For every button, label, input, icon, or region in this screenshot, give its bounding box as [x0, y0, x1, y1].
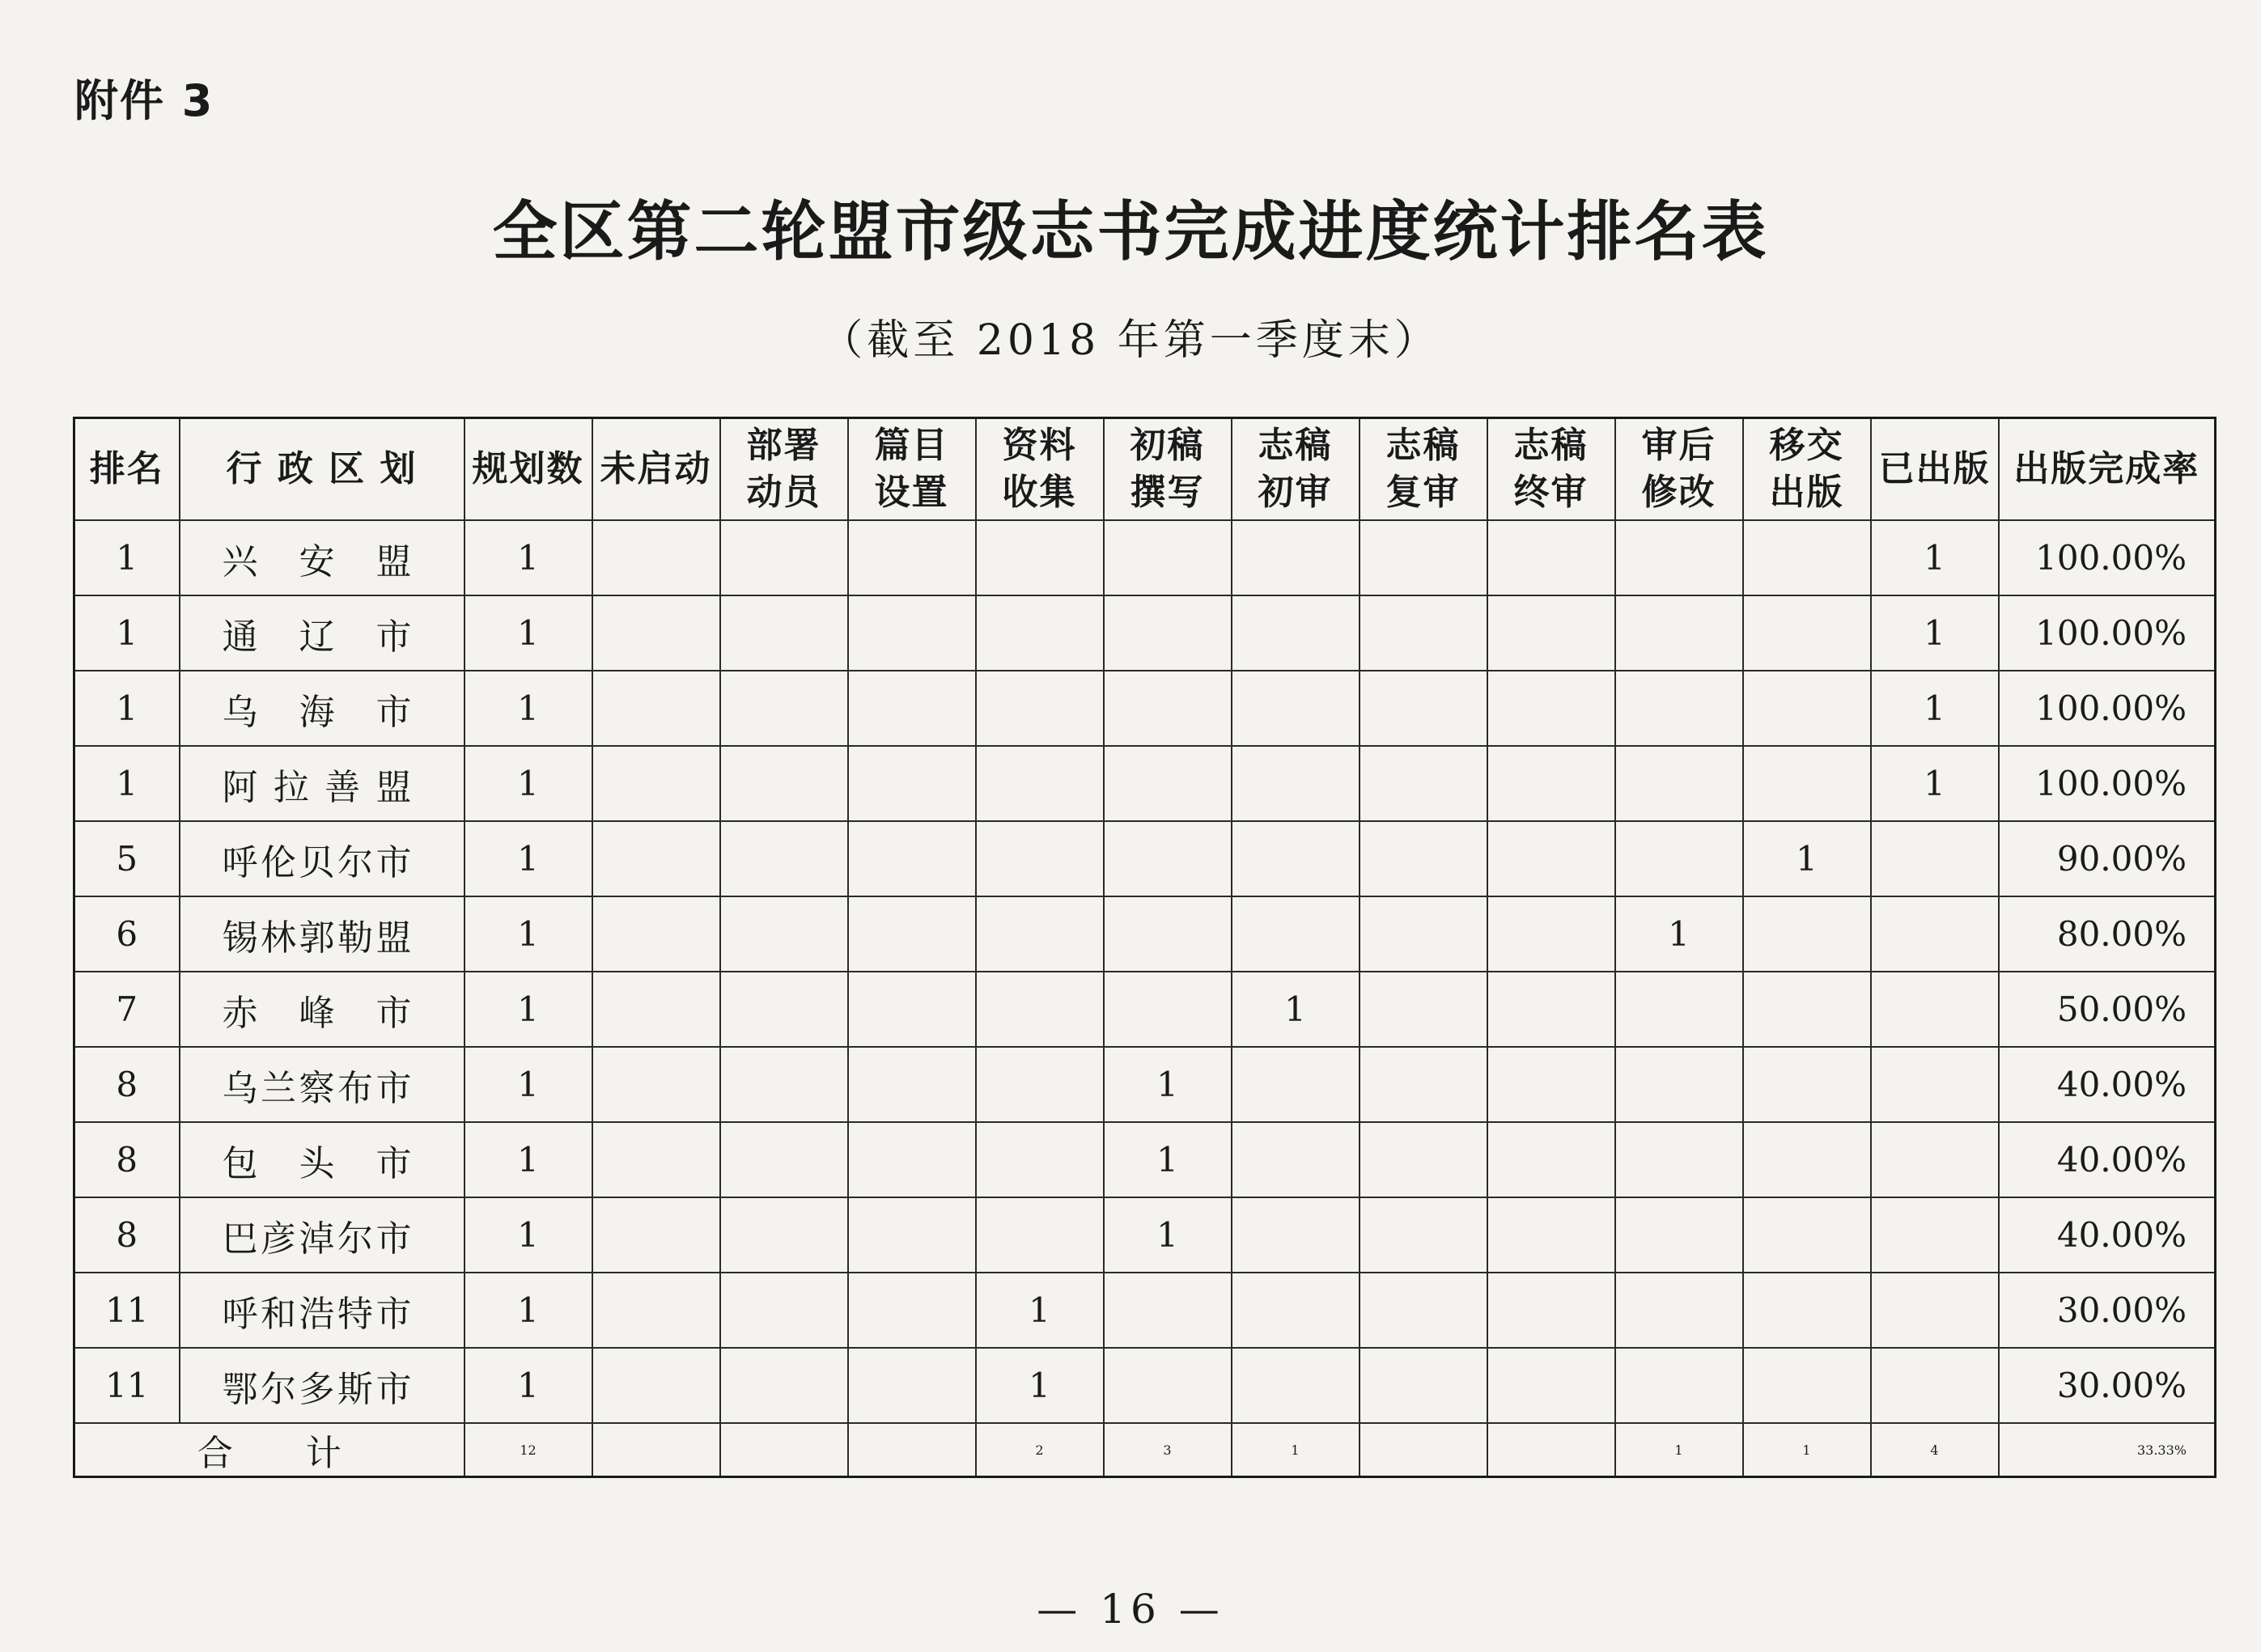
count-cell: 1 [465, 1197, 592, 1273]
rate-cell: 100.00% [1999, 595, 2216, 671]
count-cell [1104, 746, 1232, 821]
count-cell [1232, 896, 1360, 972]
count-cell: 1 [1104, 1122, 1232, 1197]
region-cell: 包头市 [180, 1122, 465, 1197]
count-cell [1487, 972, 1615, 1047]
count-cell: 1 [465, 821, 592, 896]
count-cell: 1 [1871, 746, 1999, 821]
count-cell [1487, 896, 1615, 972]
count-cell [1615, 821, 1743, 896]
count-cell [1360, 1348, 1487, 1423]
total-cell: 1 [1232, 1423, 1360, 1477]
header-outline: 篇目 设置 [848, 418, 976, 521]
count-cell: 1 [465, 595, 592, 671]
total-cell: 12 [465, 1423, 592, 1477]
count-cell [1487, 746, 1615, 821]
count-cell [976, 821, 1104, 896]
count-cell [592, 1273, 720, 1348]
rank-cell: 1 [74, 746, 180, 821]
count-cell: 1 [1232, 972, 1360, 1047]
count-cell [1232, 1047, 1360, 1122]
count-cell [592, 972, 720, 1047]
count-cell [1487, 1197, 1615, 1273]
rank-cell: 1 [74, 595, 180, 671]
region-cell: 呼和浩特市 [180, 1273, 465, 1348]
count-cell: 1 [1615, 896, 1743, 972]
count-cell [1360, 821, 1487, 896]
count-cell [1743, 972, 1871, 1047]
rank-cell: 5 [74, 821, 180, 896]
rate-cell: 100.00% [1999, 520, 2216, 595]
count-cell [1615, 746, 1743, 821]
count-cell [848, 1197, 976, 1273]
table-total-row [74, 1423, 2216, 1477]
count-cell [1487, 595, 1615, 671]
count-cell [1871, 1273, 1999, 1348]
count-cell [592, 1348, 720, 1423]
count-cell: 1 [976, 1273, 1104, 1348]
count-cell [720, 1348, 848, 1423]
table-row [74, 746, 2216, 821]
count-cell [1104, 1348, 1232, 1423]
count-cell: 1 [1104, 1047, 1232, 1122]
count-cell [1615, 671, 1743, 746]
count-cell [1487, 1273, 1615, 1348]
count-cell [1487, 1122, 1615, 1197]
count-cell [976, 520, 1104, 595]
count-cell [1360, 1273, 1487, 1348]
table-row [74, 1273, 2216, 1348]
count-cell [976, 1197, 1104, 1273]
rank-cell: 1 [74, 671, 180, 746]
rate-cell: 90.00% [1999, 821, 2216, 896]
count-cell [1743, 896, 1871, 972]
count-cell [720, 520, 848, 595]
count-cell [1487, 671, 1615, 746]
total-cell [592, 1423, 720, 1477]
count-cell [1232, 821, 1360, 896]
count-cell [1871, 972, 1999, 1047]
count-cell [1871, 896, 1999, 972]
count-cell [1360, 671, 1487, 746]
rank-cell: 8 [74, 1047, 180, 1122]
table-row [74, 1348, 2216, 1423]
count-cell [1232, 595, 1360, 671]
count-cell: 1 [465, 896, 592, 972]
count-cell [848, 821, 976, 896]
header-final-review: 志稿 终审 [1487, 418, 1615, 521]
count-cell [1743, 746, 1871, 821]
count-cell [1360, 746, 1487, 821]
count-cell [976, 746, 1104, 821]
count-cell [1743, 1273, 1871, 1348]
count-cell [1743, 1122, 1871, 1197]
count-cell [976, 595, 1104, 671]
header-published: 已出版 [1871, 418, 1999, 521]
count-cell [1871, 821, 1999, 896]
count-cell [592, 1122, 720, 1197]
region-cell: 巴彦淖尔市 [180, 1197, 465, 1273]
region-cell: 鄂尔多斯市 [180, 1348, 465, 1423]
rank-cell: 11 [74, 1348, 180, 1423]
total-cell [1487, 1423, 1615, 1477]
count-cell [848, 896, 976, 972]
count-cell [720, 1197, 848, 1273]
count-cell: 1 [465, 1348, 592, 1423]
count-cell [1615, 1047, 1743, 1122]
count-cell [720, 1047, 848, 1122]
count-cell: 1 [1104, 1197, 1232, 1273]
count-cell [976, 896, 1104, 972]
count-cell [1360, 1197, 1487, 1273]
page-number: — 16 — [1037, 1586, 1224, 1633]
count-cell [1360, 595, 1487, 671]
count-cell [1360, 1122, 1487, 1197]
count-cell [848, 1273, 976, 1348]
count-cell [1871, 1122, 1999, 1197]
header-completion-rate: 出版完成率 [1999, 418, 2216, 521]
count-cell [976, 1122, 1104, 1197]
count-cell [848, 1122, 976, 1197]
count-cell [976, 972, 1104, 1047]
header-revision: 审后 修改 [1615, 418, 1743, 521]
count-cell [720, 1122, 848, 1197]
count-cell [1615, 595, 1743, 671]
count-cell [848, 1348, 976, 1423]
count-cell [720, 671, 848, 746]
count-cell: 1 [1871, 671, 1999, 746]
count-cell [1232, 1348, 1360, 1423]
count-cell [848, 520, 976, 595]
count-cell: 1 [465, 1047, 592, 1122]
count-cell [1871, 1047, 1999, 1122]
total-label: 合计 [74, 1423, 465, 1477]
count-cell: 1 [1871, 520, 1999, 595]
count-cell [848, 595, 976, 671]
document-subtitle: （截至 2018 年第一季度末） [821, 316, 1440, 365]
count-cell [592, 671, 720, 746]
table-row [74, 671, 2216, 746]
header-collect: 资料 收集 [976, 418, 1104, 521]
rate-cell: 30.00% [1999, 1348, 2216, 1423]
count-cell [592, 520, 720, 595]
region-cell: 阿拉善盟 [180, 746, 465, 821]
attachment-label: 附件 3 [74, 75, 214, 126]
count-cell [1232, 520, 1360, 595]
count-cell [720, 896, 848, 972]
count-cell [720, 821, 848, 896]
table-row [74, 896, 2216, 972]
rate-cell: 40.00% [1999, 1197, 2216, 1273]
count-cell [1743, 595, 1871, 671]
count-cell [1615, 520, 1743, 595]
count-cell [848, 972, 976, 1047]
count-cell [1615, 1197, 1743, 1273]
table-row [74, 1122, 2216, 1197]
total-rate: 33.33% [1999, 1423, 2216, 1477]
count-cell [976, 1047, 1104, 1122]
count-cell [1743, 1197, 1871, 1273]
region-cell: 兴安盟 [180, 520, 465, 595]
rate-cell: 50.00% [1999, 972, 2216, 1047]
region-cell: 通辽市 [180, 595, 465, 671]
count-cell [1487, 1047, 1615, 1122]
count-cell [848, 671, 976, 746]
count-cell [1104, 1273, 1232, 1348]
count-cell [1104, 821, 1232, 896]
count-cell [1104, 595, 1232, 671]
table-row [74, 821, 2216, 896]
total-cell [720, 1423, 848, 1477]
count-cell [592, 1197, 720, 1273]
count-cell [592, 595, 720, 671]
table-header-row [74, 418, 2216, 521]
count-cell [720, 1273, 848, 1348]
rank-cell: 6 [74, 896, 180, 972]
region-cell: 呼伦贝尔市 [180, 821, 465, 896]
rank-cell: 8 [74, 1197, 180, 1273]
region-cell: 乌兰察布市 [180, 1047, 465, 1122]
header-rank: 排名 [74, 418, 180, 521]
count-cell: 1 [1871, 595, 1999, 671]
count-cell: 1 [976, 1348, 1104, 1423]
table-row [74, 520, 2216, 595]
count-cell [1615, 1273, 1743, 1348]
rate-cell: 40.00% [1999, 1047, 2216, 1122]
progress-ranking-table [73, 417, 2216, 1478]
count-cell [720, 972, 848, 1047]
total-cell: 2 [976, 1423, 1104, 1477]
count-cell [592, 896, 720, 972]
rate-cell: 80.00% [1999, 896, 2216, 972]
rate-cell: 100.00% [1999, 746, 2216, 821]
rank-cell: 8 [74, 1122, 180, 1197]
count-cell [1487, 821, 1615, 896]
count-cell [592, 1047, 720, 1122]
count-cell [1615, 1348, 1743, 1423]
count-cell [848, 746, 976, 821]
rank-cell: 11 [74, 1273, 180, 1348]
header-second-review: 志稿 复审 [1360, 418, 1487, 521]
count-cell [1487, 520, 1615, 595]
count-cell [1743, 520, 1871, 595]
count-cell: 1 [465, 1273, 592, 1348]
count-cell [1360, 520, 1487, 595]
header-draft: 初稿 撰写 [1104, 418, 1232, 521]
rate-cell: 100.00% [1999, 671, 2216, 746]
total-cell: 1 [1615, 1423, 1743, 1477]
region-cell: 锡林郭勒盟 [180, 896, 465, 972]
count-cell [848, 1047, 976, 1122]
count-cell [1871, 1197, 1999, 1273]
count-cell [1615, 972, 1743, 1047]
count-cell [1104, 520, 1232, 595]
count-cell [1360, 1047, 1487, 1122]
region-cell: 赤峰市 [180, 972, 465, 1047]
total-cell: 3 [1104, 1423, 1232, 1477]
count-cell [1232, 1273, 1360, 1348]
count-cell [1871, 1348, 1999, 1423]
count-cell [1104, 972, 1232, 1047]
rate-cell: 40.00% [1999, 1122, 2216, 1197]
count-cell [592, 746, 720, 821]
table-row [74, 1047, 2216, 1122]
table-row [74, 972, 2216, 1047]
count-cell [1232, 746, 1360, 821]
count-cell: 1 [465, 520, 592, 595]
header-first-review: 志稿 初审 [1232, 418, 1360, 521]
region-cell: 乌海市 [180, 671, 465, 746]
count-cell [1104, 896, 1232, 972]
count-cell: 1 [1743, 821, 1871, 896]
header-deploy: 部署 动员 [720, 418, 848, 521]
count-cell [720, 595, 848, 671]
count-cell [1487, 1348, 1615, 1423]
header-handover: 移交 出版 [1743, 418, 1871, 521]
count-cell: 1 [465, 972, 592, 1047]
count-cell [1743, 671, 1871, 746]
count-cell: 1 [465, 671, 592, 746]
total-cell: 4 [1871, 1423, 1999, 1477]
count-cell [1360, 896, 1487, 972]
count-cell: 1 [465, 746, 592, 821]
count-cell [1743, 1348, 1871, 1423]
count-cell [1232, 1197, 1360, 1273]
table-row [74, 1197, 2216, 1273]
count-cell [1743, 1047, 1871, 1122]
count-cell [592, 821, 720, 896]
total-cell [848, 1423, 976, 1477]
count-cell [976, 671, 1104, 746]
document-title: 全区第二轮盟市级志书完成进度统计排名表 [492, 194, 1769, 269]
table-row [74, 595, 2216, 671]
header-region: 行 政 区 划 [180, 418, 465, 521]
header-planned: 规划数 [465, 418, 592, 521]
rate-cell: 30.00% [1999, 1273, 2216, 1348]
count-cell [1360, 972, 1487, 1047]
count-cell [1615, 1122, 1743, 1197]
count-cell: 1 [465, 1122, 592, 1197]
total-cell: 1 [1743, 1423, 1871, 1477]
count-cell [1232, 1122, 1360, 1197]
rank-cell: 1 [74, 520, 180, 595]
count-cell [1104, 671, 1232, 746]
rank-cell: 7 [74, 972, 180, 1047]
header-not-started: 未启动 [592, 418, 720, 521]
count-cell [720, 746, 848, 821]
total-cell [1360, 1423, 1487, 1477]
count-cell [1232, 671, 1360, 746]
